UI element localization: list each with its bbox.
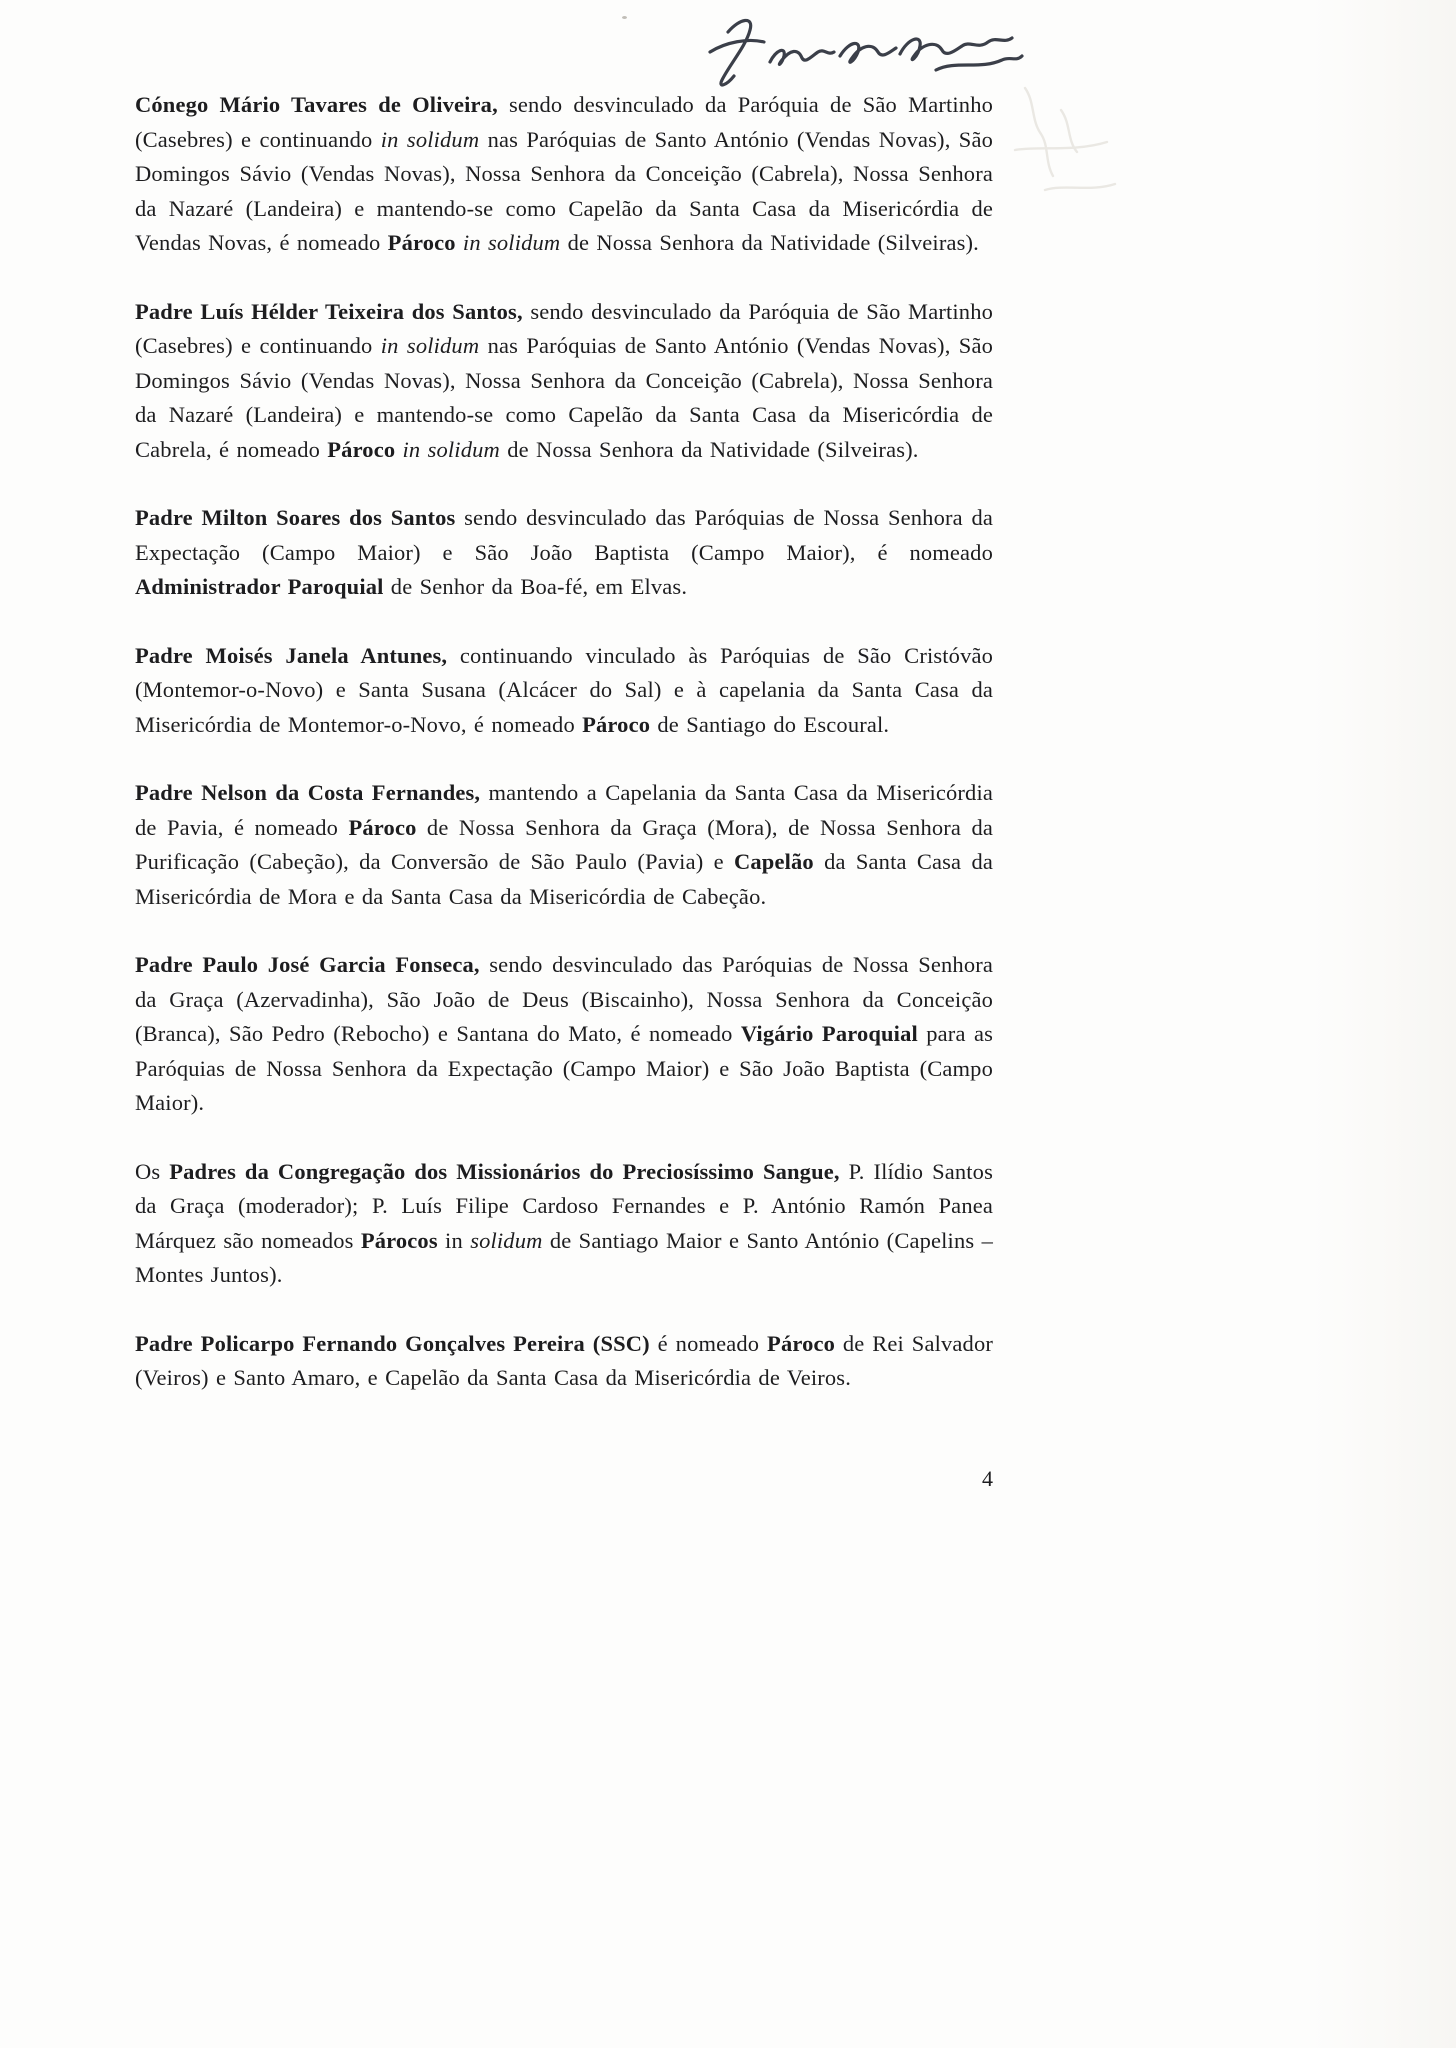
italic-text: in solidum bbox=[395, 436, 500, 462]
paragraph bbox=[135, 1327, 993, 1396]
bold-text: Padre Luís Hélder Teixeira dos Santos, bbox=[135, 298, 523, 324]
italic-text: in solidum bbox=[455, 230, 561, 255]
bold-text: Pároco bbox=[387, 230, 456, 255]
body-text: Os bbox=[135, 1158, 170, 1184]
body-text: é nomeado bbox=[649, 1330, 768, 1356]
handwritten-signature bbox=[700, 10, 1030, 100]
scan-speck bbox=[622, 16, 627, 19]
scan-artifact-marks bbox=[995, 80, 1125, 240]
body-text: de Nossa Senhora da Graça (Mora), de Nossa Senhora da Purificação (Cabeção), da Conversão de São Paulo (Pavia) e bbox=[135, 814, 994, 874]
bold-text: Padre Policarpo Fernando Gonçalves Pereira (SSC) bbox=[135, 1330, 650, 1356]
italic-text: solidum bbox=[470, 1227, 543, 1253]
body-text: sendo desvinculado das Paróquias de Nossa Senhora da Graça (Azervadinha), São João de Deus (Biscainho), Nossa Senhora da Conceição (Branca), São Pedro (Rebocho) e Santana do Mato, é nomeado bbox=[135, 952, 994, 1046]
bold-text: Padre Moisés Janela Antunes, bbox=[135, 642, 448, 668]
bold-text: Párocos bbox=[360, 1227, 438, 1253]
bold-text: Pároco bbox=[327, 436, 396, 462]
paragraph bbox=[135, 776, 993, 914]
bold-text: Padre Paulo José Garcia Fonseca, bbox=[135, 952, 480, 977]
body-text: de Nossa Senhora da Natividade (Silveiras). bbox=[499, 436, 919, 462]
paragraph bbox=[135, 501, 993, 605]
paragraph bbox=[135, 948, 993, 1121]
document-body bbox=[135, 88, 993, 1430]
body-text: mantendo a Capelania da Santa Casa da Misericórdia de Pavia, é nomeado bbox=[135, 780, 993, 840]
body-text: para as Paróquias de Nossa Senhora da Expectação (Campo Maior) e São João Baptista (Campo Maior). bbox=[135, 1021, 993, 1115]
body-text: de Senhor da Boa-fé, em Elvas. bbox=[383, 574, 688, 599]
italic-text: in solidum bbox=[380, 126, 480, 152]
body-text: sendo desvinculado da Paróquia de São Martinho (Casebres) e continuando bbox=[135, 92, 994, 152]
signature-ink bbox=[700, 10, 1030, 100]
bold-text: Padre Nelson da Costa Fernandes, bbox=[135, 780, 481, 805]
bold-text: Capelão bbox=[734, 849, 814, 874]
body-text: continuando vinculado às Paróquias de São Cristóvão (Montemor-o-Novo) e Santa Susana (Alcácer do Sal) e à capelania da Santa Casa da Misericórdia de Montemor-o-Novo, é nomeado bbox=[135, 642, 994, 737]
body-text: da Santa Casa da Misericórdia de Mora e da Santa Casa da Misericórdia de Cabeção. bbox=[135, 849, 993, 909]
bold-text: Pároco bbox=[348, 814, 417, 840]
body-text: de Santiago Maior e Santo António (Capelins – Montes Juntos). bbox=[135, 1227, 993, 1287]
body-text: de Santiago do Escoural. bbox=[650, 711, 890, 737]
body-text: sendo desvinculado da Paróquia de São Martinho (Casebres) e continuando bbox=[135, 298, 993, 358]
body-text: nas Paróquias de Santo António (Vendas Novas), São Domingos Sávio (Vendas Novas), Nossa Senhora da Conceição (Cabrela), Nossa Senhora da Nazaré (Landeira) e mantendo-se como Capelão da Santa Casa da Misericórdia de Vendas Novas, é nomeado bbox=[135, 126, 994, 255]
page-number: 4 bbox=[982, 1466, 993, 1491]
bold-text: Pároco bbox=[767, 1330, 836, 1356]
bold-text: Padre Milton Soares dos Santos bbox=[135, 505, 456, 530]
bold-text: Administrador Paroquial bbox=[135, 574, 384, 599]
body-text: P. Ilídio Santos da Graça (moderador); P. Luís Filipe Cardoso Fernandes e P. António Ramón Panea Márquez são nomeados bbox=[135, 1158, 993, 1253]
bold-text: Cónego Mário Tavares de Oliveira, bbox=[135, 92, 498, 117]
paragraph bbox=[135, 639, 993, 743]
body-text: nas Paróquias de Santo António (Vendas Novas), São Domingos Sávio (Vendas Novas), Nossa Senhora da Conceição (Cabrela), Nossa Senhora da Nazaré (Landeira) e mantendo-se como Capelão da Santa Casa da Misericórdia de Cabrela, é nomeado bbox=[135, 333, 994, 462]
body-text: de Nossa Senhora da Natividade (Silveiras). bbox=[560, 230, 979, 255]
body-text: de Rei Salvador (Veiros) e Santo Amaro, e Capelão da Santa Casa da Misericórdia de Veiros. bbox=[135, 1330, 993, 1390]
paragraph bbox=[135, 1155, 993, 1293]
bold-text: Pároco bbox=[582, 711, 651, 737]
body-text: in bbox=[437, 1227, 471, 1253]
paragraph bbox=[135, 295, 993, 468]
paragraph bbox=[135, 88, 993, 261]
bold-text: Vigário Paroquial bbox=[740, 1021, 918, 1046]
body-text: sendo desvinculado das Paróquias de Nossa Senhora da Expectação (Campo Maior) e São João Baptista (Campo Maior), é nomeado bbox=[135, 505, 993, 565]
scan-artifact-ink bbox=[995, 80, 1125, 240]
italic-text: in solidum bbox=[380, 333, 480, 358]
bold-text: Padres da Congregação dos Missionários do Preciosíssimo Sangue, bbox=[169, 1158, 840, 1184]
